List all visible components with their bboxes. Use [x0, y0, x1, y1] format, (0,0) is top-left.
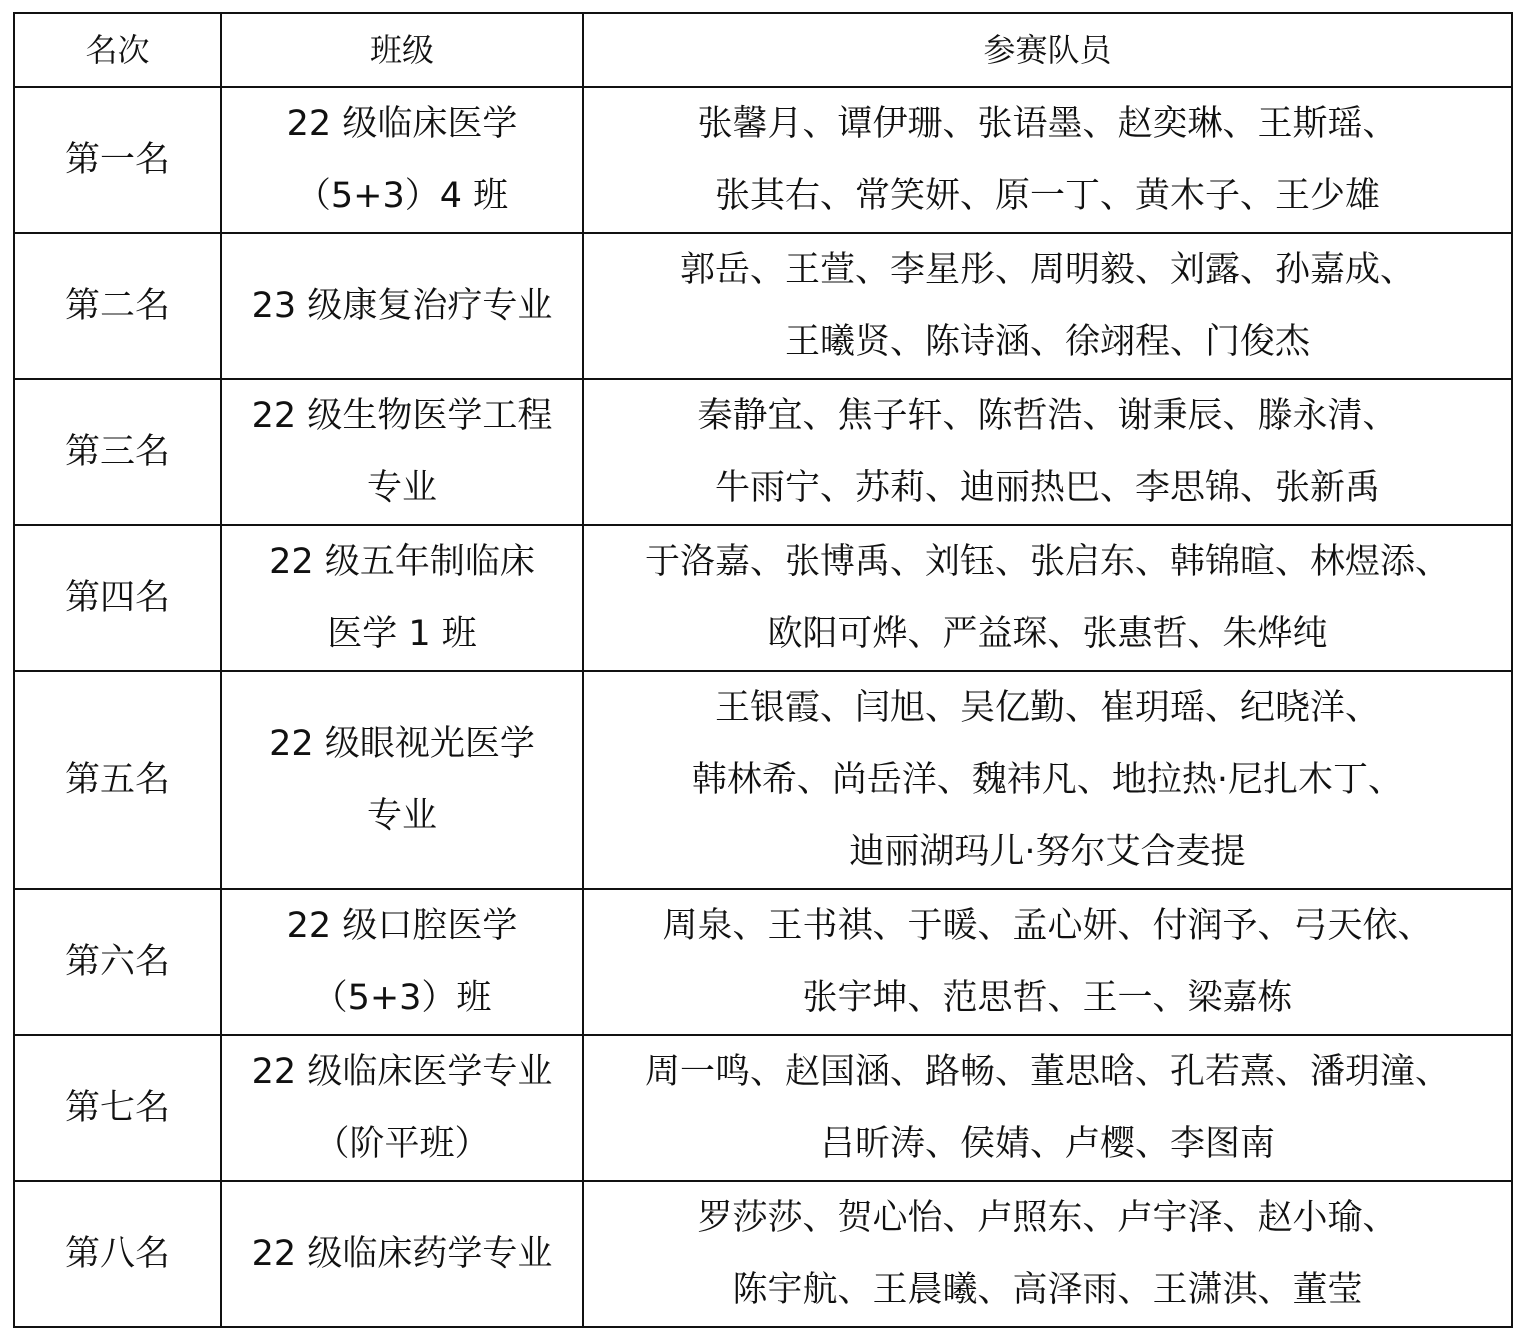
- members-line: 迪丽湖玛儿·努尔艾合麦提: [849, 832, 1246, 872]
- rank-cell: 第五名: [14, 671, 221, 889]
- members-line: 陈宇航、王晨曦、高泽雨、王潇淇、董莹: [732, 1270, 1363, 1310]
- table-row: [14, 87, 1512, 233]
- rank-cell: 第三名: [14, 379, 221, 525]
- class-line: 专业: [366, 796, 437, 836]
- rank-cell: 第四名: [14, 525, 221, 671]
- header-members: 参赛队员: [583, 13, 1512, 87]
- rank-cell: 第七名: [14, 1035, 221, 1181]
- members-line: 王曦贤、陈诗涵、徐翊程、门俊杰: [784, 322, 1310, 362]
- table-row: [14, 1181, 1512, 1327]
- members-line: 张馨月、谭伊珊、张语墨、赵奕琳、王斯瑶、: [697, 104, 1398, 144]
- members-cell: [583, 87, 1512, 233]
- members-line: 罗莎莎、贺心怡、卢照东、卢宇泽、赵小瑜、: [697, 1198, 1398, 1238]
- members-cell: [583, 1181, 1512, 1327]
- members-cell: [583, 671, 1512, 889]
- members-line: 牛雨宁、苏莉、迪丽热巴、李思锦、张新禹: [714, 468, 1380, 508]
- class-cell: [221, 671, 583, 889]
- table-row: [14, 379, 1512, 525]
- rank-cell: 第一名: [14, 87, 221, 233]
- table-row: [14, 233, 1512, 379]
- members-cell: [583, 379, 1512, 525]
- class-line: 22 级临床医学: [286, 104, 518, 144]
- class-line: 22 级口腔医学: [286, 906, 518, 946]
- class-cell: [221, 233, 583, 379]
- members-line: 欧阳可烨、严益琛、张惠哲、朱烨纯: [767, 614, 1328, 654]
- rank-cell: 第六名: [14, 889, 221, 1035]
- header-rank: 名次: [14, 13, 221, 87]
- members-line: 张其右、常笑妍、原一丁、黄木子、王少雄: [714, 176, 1380, 216]
- class-line: 22 级眼视光医学: [269, 724, 535, 764]
- members-cell: [583, 1035, 1512, 1181]
- class-line: 22 级临床药学专业: [251, 1234, 553, 1274]
- members-line: 韩林希、尚岳洋、魏祎凡、地拉热·尼扎木丁、: [691, 760, 1404, 800]
- rank-cell: 第八名: [14, 1181, 221, 1327]
- members-line: 张宇坤、范思哲、王一、梁嘉栋: [802, 978, 1293, 1018]
- class-line: 专业: [366, 468, 437, 508]
- class-line: 医学 1 班: [327, 614, 477, 654]
- class-cell: [221, 1035, 583, 1181]
- table-row: [14, 1035, 1512, 1181]
- ranking-table: [13, 12, 1513, 1328]
- class-line: （5+3）4 班: [295, 176, 509, 216]
- class-cell: [221, 379, 583, 525]
- members-line: 周一鸣、赵国涵、路畅、董思晗、孔若熹、潘玥潼、: [644, 1052, 1450, 1092]
- members-cell: [583, 233, 1512, 379]
- table-body: [14, 87, 1512, 1327]
- class-line: （5+3）班: [312, 978, 492, 1018]
- table-row: [14, 889, 1512, 1035]
- rank-cell: 第二名: [14, 233, 221, 379]
- members-line: 于洛嘉、张博禹、刘钰、张启东、韩锦暄、林煜添、: [644, 542, 1450, 582]
- class-cell: [221, 87, 583, 233]
- members-line: 郭岳、王萱、李星彤、周明毅、刘露、孙嘉成、: [679, 250, 1415, 290]
- table-row: [14, 525, 1512, 671]
- header-row: [14, 13, 1512, 87]
- members-line: 秦静宜、焦子轩、陈哲浩、谢秉辰、滕永清、: [697, 396, 1398, 436]
- class-line: （阶平班）: [314, 1124, 490, 1164]
- class-cell: [221, 1181, 583, 1327]
- members-cell: [583, 525, 1512, 671]
- members-line: 吕昕涛、侯婧、卢樱、李图南: [819, 1124, 1275, 1164]
- class-line: 22 级临床医学专业: [251, 1052, 553, 1092]
- table-row: [14, 671, 1512, 889]
- class-cell: [221, 889, 583, 1035]
- header-class: 班级: [221, 13, 583, 87]
- class-line: 22 级五年制临床: [269, 542, 535, 582]
- members-line: 王银霞、闫旭、吴亿勤、崔玥瑶、纪晓洋、: [714, 688, 1380, 728]
- class-line: 22 级生物医学工程: [251, 396, 553, 436]
- class-line: 23 级康复治疗专业: [251, 286, 553, 326]
- members-line: 周泉、王书祺、于暖、孟心妍、付润予、弓天依、: [662, 906, 1433, 946]
- members-cell: [583, 889, 1512, 1035]
- class-cell: [221, 525, 583, 671]
